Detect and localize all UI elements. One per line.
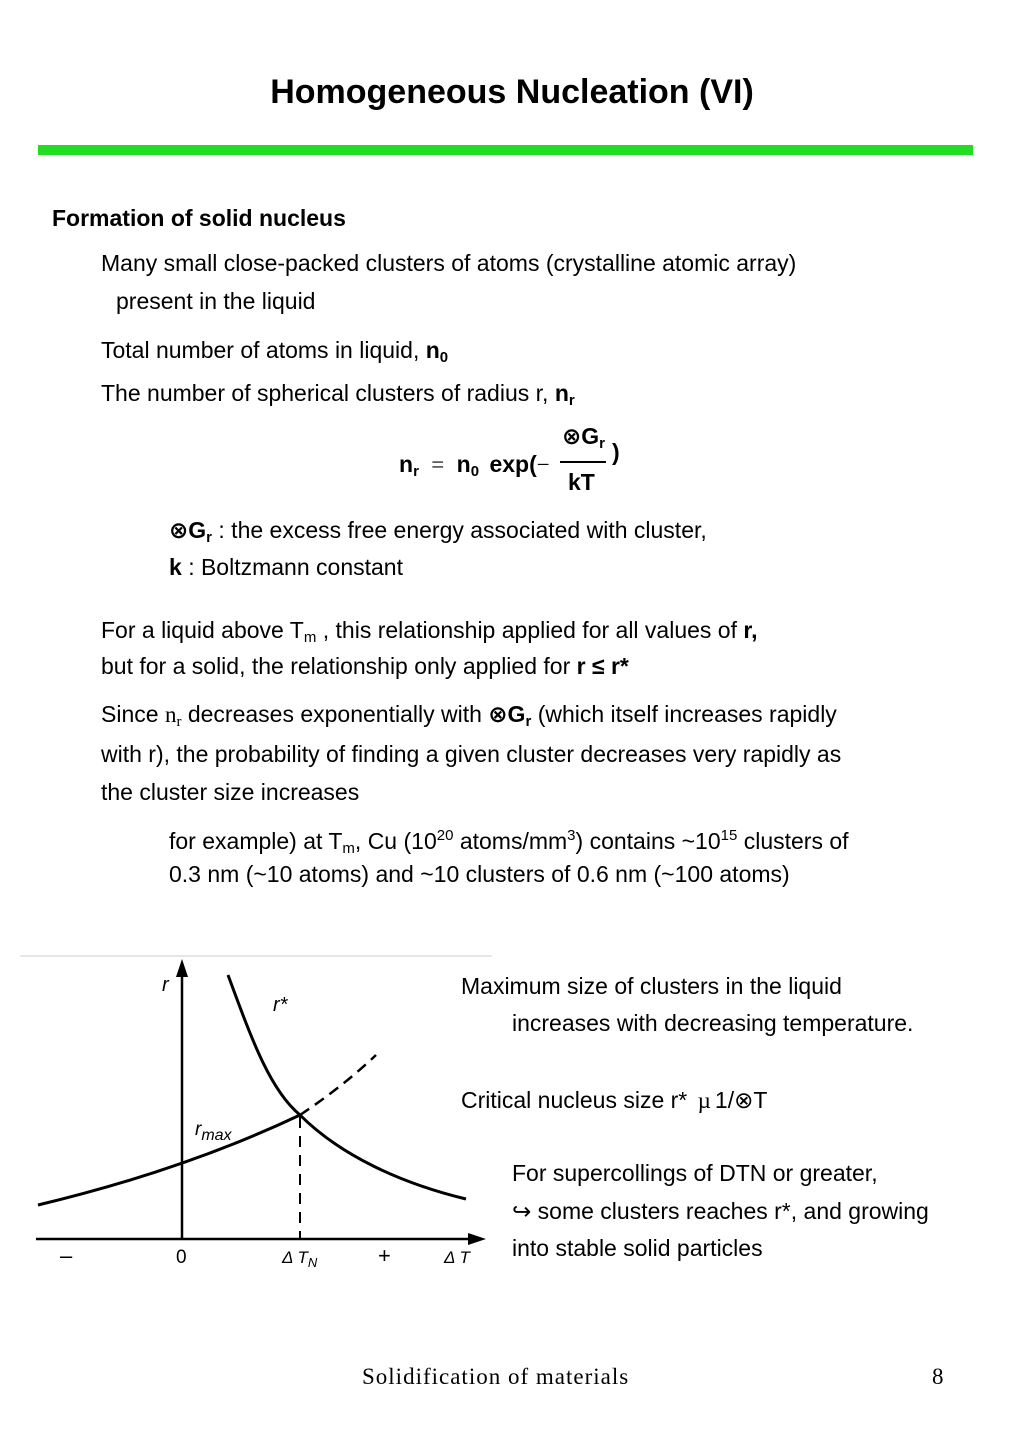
equation-rhs-n: n — [456, 451, 471, 477]
graph-y-label: r — [162, 974, 169, 996]
definition-g-symbol: ⊗G — [169, 517, 207, 543]
x-label-dtn-sub: N — [307, 1255, 318, 1270]
para3-line-2: with r), the probability of finding a given cluster decreases very rapidly as — [101, 741, 842, 767]
para2-line1-b: , this relationship applied for all values of — [322, 617, 737, 643]
equation-exp: exp( — [489, 451, 537, 477]
definition-g — [169, 515, 707, 545]
para3-n: n — [164, 702, 177, 727]
proportional-symbol: µ — [697, 1088, 711, 1113]
para3-g-sub: r — [525, 713, 532, 730]
para2-line-2 — [101, 651, 629, 681]
total-atoms-line — [101, 335, 448, 365]
y-axis-arrow-icon — [176, 959, 188, 977]
equation-main — [399, 449, 550, 480]
para3-mid: decreases exponentially with — [187, 701, 482, 727]
right-critical-a: Critical nucleus size r* — [461, 1087, 688, 1113]
total-atoms-symbol: n — [425, 337, 440, 363]
x-label-dtn-main: Δ T — [282, 1248, 308, 1267]
equation-equals: = — [431, 452, 445, 477]
rmax-label-sub: max — [201, 1127, 232, 1144]
para3-since: Since — [101, 701, 159, 727]
footer-text: Solidification of materials — [362, 1364, 630, 1389]
right-super-line-2 — [512, 1196, 929, 1226]
para2-line1-sub: m — [303, 629, 317, 646]
example-sup2: 3 — [567, 827, 576, 844]
example-a: for example) at T — [169, 828, 343, 854]
rmax-label-r: r — [195, 1119, 202, 1140]
definition-g-sub: r — [206, 529, 213, 546]
clusters-text: The number of spherical clusters of radius r, — [101, 380, 549, 406]
fraction-bar — [560, 461, 606, 463]
clusters-subscript: r — [568, 392, 575, 409]
page-number: 8 — [932, 1364, 945, 1389]
x-label-zero: 0 — [176, 1247, 187, 1268]
example-sup3: 15 — [720, 827, 738, 844]
para3-n-sub: r — [176, 714, 182, 730]
rmax-curve — [38, 1115, 300, 1205]
para2-line-1 — [101, 615, 757, 645]
definition-k-symbol: k — [169, 554, 182, 580]
title-underline-bar — [38, 145, 973, 155]
para3-g: ⊗G — [488, 701, 526, 727]
equation-lhs: n — [399, 451, 414, 477]
section-heading: Formation of solid nucleus — [52, 205, 346, 231]
right-super-line-1: For supercollings of DTN or greater, — [512, 1160, 878, 1186]
equation-lhs-sub: r — [413, 463, 419, 480]
right-super-line-3: into stable solid particles — [512, 1235, 763, 1261]
clusters-line — [101, 378, 575, 408]
x-label-minus: – — [60, 1243, 73, 1268]
para2-line1-bold: r, — [743, 617, 758, 643]
rstar-label: r* — [273, 994, 288, 1016]
definition-k — [169, 552, 403, 582]
total-atoms-subscript: 0 — [439, 349, 449, 366]
example-sub: m — [342, 840, 355, 857]
para3-line-1 — [101, 699, 837, 730]
hook-arrow-icon: ↪ — [512, 1198, 532, 1224]
example-sup1: 20 — [436, 827, 454, 844]
equation-numerator-sub: r — [599, 435, 606, 452]
rmax-label — [195, 1119, 233, 1144]
right-super-line2-text: some clusters reaches r*, and growing — [537, 1198, 929, 1224]
intro-line-2: present in the liquid — [116, 288, 316, 314]
x-label-plus: + — [378, 1243, 391, 1268]
equation-denominator: kT — [568, 469, 595, 495]
example-b: , Cu (10 — [354, 828, 437, 854]
para3-end: (which itself increases rapidly — [537, 701, 837, 727]
right-critical-line — [461, 1085, 767, 1116]
equation-numerator-symbol: ⊗G — [562, 423, 600, 449]
x-axis-arrow-icon — [468, 1233, 486, 1245]
example-e: clusters of — [743, 828, 849, 854]
equation-numerator — [562, 421, 605, 451]
rmax-rstar-graph — [20, 955, 492, 1285]
right-max-line-2: increases with decreasing temperature. — [512, 1010, 914, 1036]
equation-close-paren: ) — [612, 439, 620, 465]
x-label-dtn — [281, 1248, 318, 1270]
rmax-extension-dashed — [300, 1055, 376, 1115]
example-d: ) contains ~10 — [575, 828, 721, 854]
right-critical-b: 1/⊗T — [714, 1087, 768, 1113]
equation-minus: − — [536, 452, 550, 477]
para2-line2-bold: r ≤ r* — [576, 653, 629, 679]
para3-line-3: the cluster size increases — [101, 779, 360, 805]
definition-g-text: : the excess free energy associated with cluster, — [218, 517, 707, 543]
example-line-2: 0.3 nm (~10 atoms) and ~10 clusters of 0.6 nm (~100 atoms) — [169, 861, 790, 887]
equation-rhs-n-sub: 0 — [470, 463, 480, 480]
rstar-curve — [228, 975, 466, 1199]
definition-k-text: : Boltzmann constant — [188, 554, 403, 580]
total-atoms-text: Total number of atoms in liquid, — [101, 337, 420, 363]
clusters-symbol: n — [554, 380, 569, 406]
intro-line-1: Many small close-packed clusters of atoms (crystalline atomic array) — [101, 250, 797, 276]
right-max-line-1: Maximum size of clusters in the liquid — [461, 973, 842, 999]
para2-line2-a: but for a solid, the relationship only applied for — [101, 653, 571, 679]
x-label-dt: Δ T — [444, 1248, 470, 1267]
page-title: Homogeneous Nucleation (VI) — [270, 73, 754, 111]
para2-line1-a: For a liquid above T — [101, 617, 304, 643]
example-c: atoms/mm — [459, 828, 568, 854]
example-line-1 — [169, 826, 849, 856]
